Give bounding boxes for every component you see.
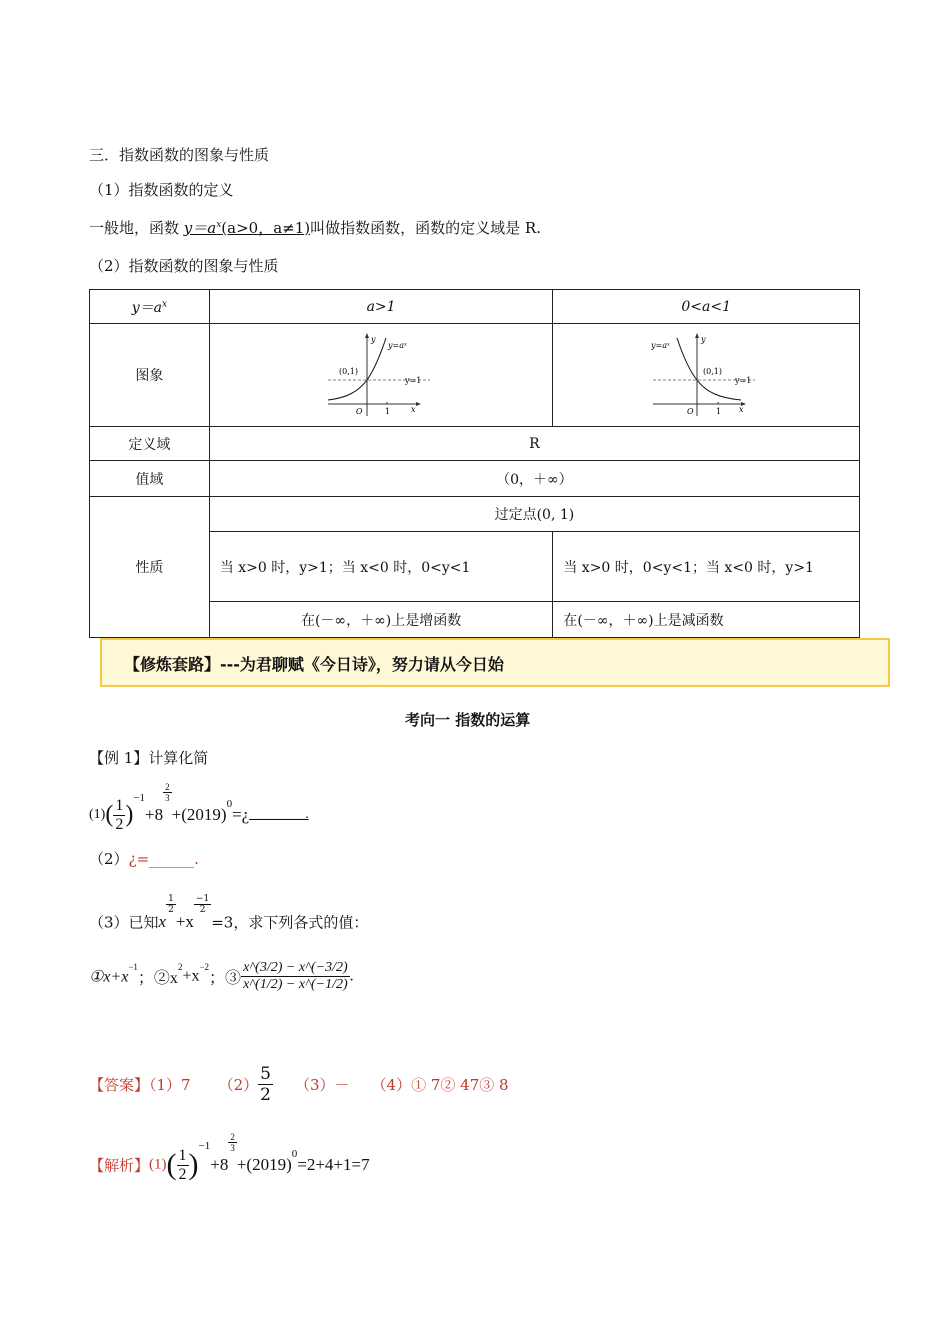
monotonic-decreasing: 在(－∞，＋∞)上是减函数 [553,602,860,638]
x-arrow-icon [416,402,421,406]
table-header-a-lt-1: 0<a<1 [553,290,860,324]
exponent-two-thirds: $\frac{2}{3}$ [165,782,170,803]
origin-label: O [687,407,694,416]
subheading-graph-properties: （2）指数函数的图象与性质 [89,257,279,275]
definition-suffix: 叫做指数函数，函数的定义域是 R. [310,219,541,237]
question-1: (1)( $\frac{1}{2}$ )$^{-1}$+8 $\frac{2}{3}$ $+(2019)^0=¿\_\_\_\_\_\_\_\_$. [89,782,309,833]
question-2: （2）¿=______. [89,850,199,868]
definition-line [89,217,541,238]
monotonic-increasing: 在(－∞，＋∞)上是增函数 [209,602,553,638]
property-increasing: 当 x>0 时，y>1；当 x<0 时，0<y<1 [209,532,553,602]
answer-label: 【答案】 [89,1076,150,1094]
definition-prefix: 一般地，函数 [89,219,180,237]
curve-label: y=aˣ [388,341,407,350]
line-label: y=1 [735,376,752,385]
analysis-exp-two-thirds: $\frac{2}{3}$ [230,1132,235,1153]
answer-blank-2[interactable]: ¿=______. [128,850,199,868]
exp-neg-half: $\frac{-1}{2}$ [195,894,210,915]
topic-title: 考向一 指数的运算 [405,711,531,729]
tips-banner [100,638,890,687]
x-label: x [411,405,416,414]
analysis-line: 【解析】(1)( $\frac{1}{2}$ )$^{-1}$+8 $\frac{2}{3}$ $+(2019)^0=2+4+1=7$ [89,1132,370,1183]
fixed-point: 过定点(0, 1) [209,497,859,532]
y-arrow-icon [695,333,699,338]
range-value: （0，＋∞） [209,461,859,497]
line-label: y=1 [405,376,422,385]
y-label: y [701,335,706,344]
definition-function: $y=a^x(a>0$，a≠1) [183,219,311,237]
domain-value: R [209,427,859,461]
origin-label: O [356,407,363,416]
decreasing-graph-svg [651,332,761,418]
point-label: (0,1) [703,367,723,376]
row-label-properties: 性质 [90,497,210,638]
subheading-definition: （1）指数函数的定义 [89,181,234,199]
example-title: 【例 1】计算化简 [89,749,209,767]
y-label: y [371,335,376,344]
table-header-function: $y=a^x$ [90,290,210,324]
graph-increasing [209,324,553,427]
y-arrow-icon [365,333,369,338]
one-label: 1 [385,407,391,416]
graph-decreasing [553,324,860,427]
answer-fraction: $\frac{5}{2}$ [260,1064,271,1105]
half-fraction: $\frac{1}{2}$ [115,796,124,833]
properties-table [89,289,860,638]
row-label-graph: 图象 [90,324,210,427]
increasing-graph-svg [326,332,436,418]
compound-fraction: $\frac{x\^{}(3/2) - x\^{}(-3/2)}{x\^{}(1/2) - x\^{}(-1/2)}$ [243,960,348,992]
answer-line: 【答案】（1）7 （2） $\frac{5}{2}$ （3）－ （4）① 7② 47③ 8 [89,1064,509,1105]
analysis-half: $\frac{1}{2}$ [178,1146,187,1183]
x-label: x [739,405,744,414]
one-label: 1 [716,407,722,416]
exp-half: $\frac{1}{2}$ [168,894,174,915]
curve-label: y=aˣ [651,341,671,350]
banner-text: 【修炼套路】---为君聊赋《今日诗》，努力请从今日始 [124,655,504,674]
property-decreasing: 当 x>0 时，0<y<1；当 x<0 时，y>1 [553,532,860,602]
point-label: (0,1) [339,367,359,376]
row-label-domain: 定义域 [90,427,210,461]
table-header-a-gt-1: a>1 [209,290,553,324]
row-label-range: 值域 [90,461,210,497]
analysis-label: 【解析】 [89,1158,150,1175]
section-heading: 三．指数函数的图象与性质 [89,146,270,164]
question-3: （3）已知x $\frac{1}{2}$ +x $\frac{-1}{2}$ =3，求下列各式的值： [89,894,369,932]
question-3-items: $①x+x^{-1}$；$②x^2+x^{-2}$；③ $\frac{x\^{}(3/2) - x\^{}(-3/2)}{x\^{}(1/2) - x\^{}(-1/2)}$ . [89,960,354,992]
answer-blank-1[interactable]: ________. [249,807,309,823]
